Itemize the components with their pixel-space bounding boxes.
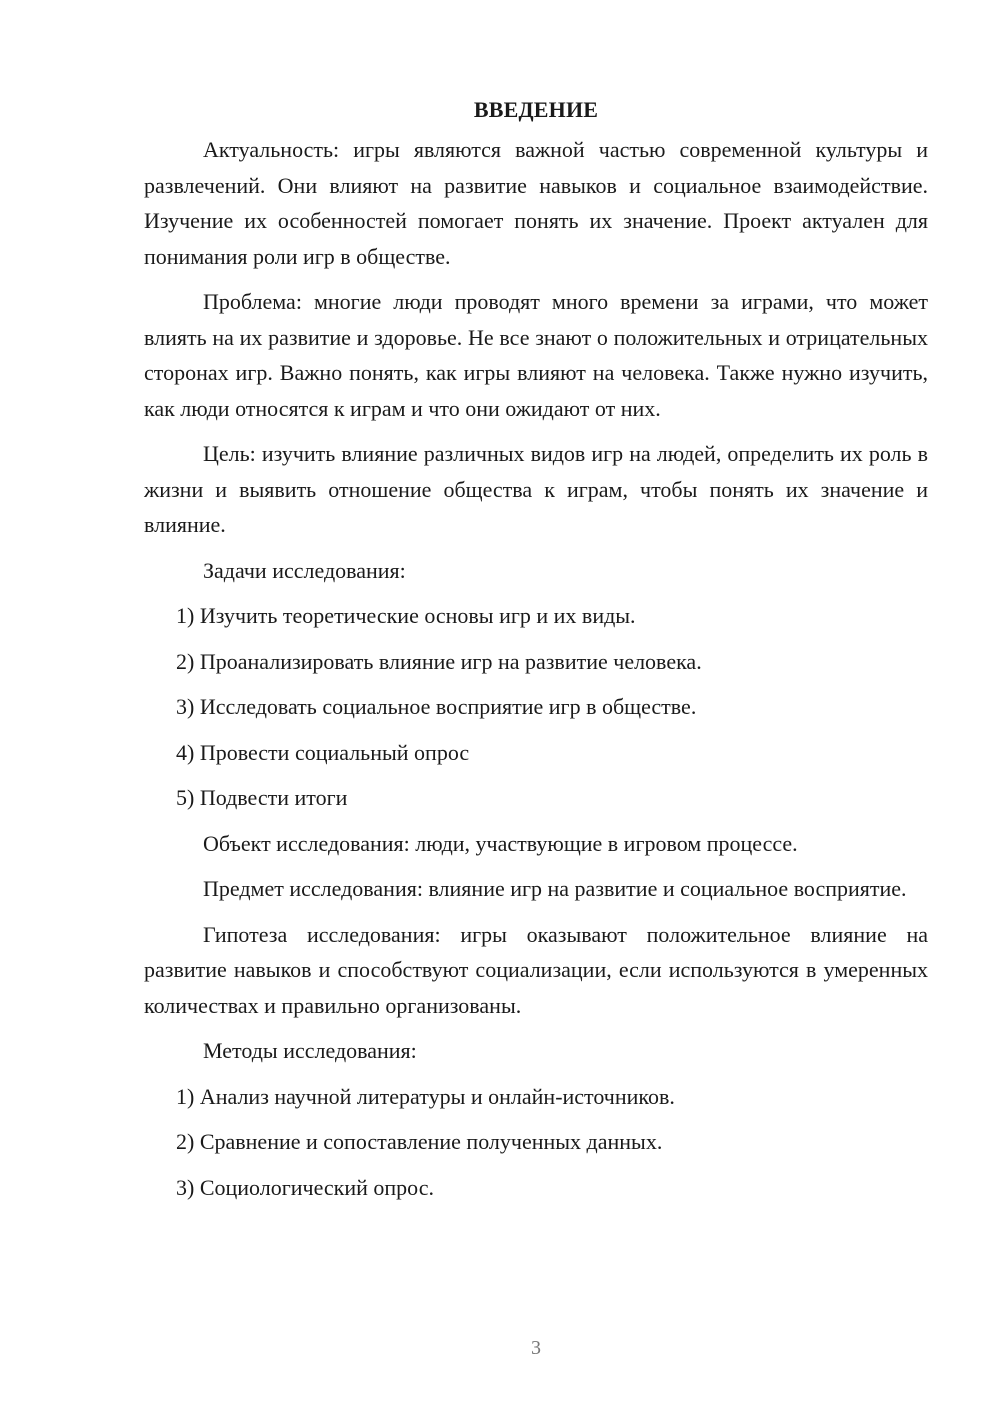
goal-paragraph: Цель: изучить влияние различных видов игр на людей, определить их роль в жизни и выявить отношение общества к играм, чтобы понять их значение и влияние. [144,441,928,537]
method-item-3: 3) Социологический опрос. [176,1174,434,1200]
object-paragraph: Объект исследования: люди, участвующие в игровом процессе. [203,830,798,856]
task-item-5: 5) Подвести итоги [176,785,348,810]
page-number: 3 [531,1337,541,1359]
hypothesis-paragraph: Гипотеза исследования: игры оказывают положительное влияние на развитие навыков и способствуют социализации, если используются в умеренных количествах и правильно организованы. [144,921,928,1018]
task-item-1: 1) Изучить теоретические основы игр и их виды. [176,603,636,628]
task-item-4: 4) Провести социальный опрос [176,739,470,765]
methods-title: Методы исследования: [203,1038,417,1063]
relevance-paragraph: Актуальность: игры являются важной частью современной культуры и развлечений. Они влияют на развитие навыков и социальное взаимодействие. Изучение их особенностей помогает понять их значение. Проект актуален для понимания роли игр в обществе. [144,137,928,269]
subject-paragraph: Предмет исследования: влияние игр на развитие и социальное восприятие. [203,876,907,901]
problem-paragraph: Проблема: многие люди проводят много времени за играми, что может влиять на их развитие и здоровье. Не все знают о положительных и отрицательных сторонах игр. Важно понять, как игры влияют на человека. Также нужно изучить, как люди относятся к играм и что они ожидают от них. [144,289,928,421]
task-item-2: 2) Проанализировать влияние игр на развитие человека. [176,648,702,674]
method-item-2: 2) Сравнение и сопоставление полученных данных. [176,1129,663,1154]
method-item-1: 1) Анализ научной литературы и онлайн-источников. [176,1083,675,1109]
task-item-3: 3) Исследовать социальное восприятие игр в обществе. [176,694,697,719]
tasks-title: Задачи исследования: [203,557,406,583]
section-heading: ВВЕДЕНИЕ [473,97,599,122]
page-content [144,92,928,1215]
